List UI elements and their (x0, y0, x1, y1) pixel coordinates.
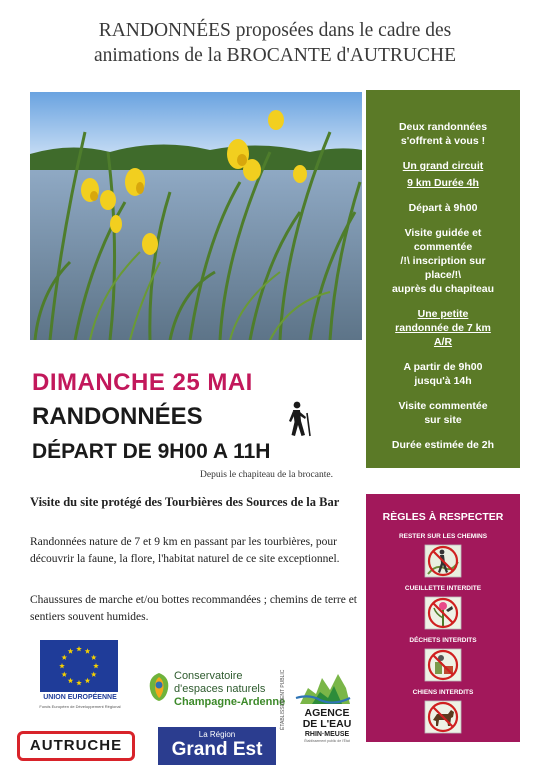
rule-label-stay-on-paths: RESTER SUR LES CHEMINS (398, 533, 488, 540)
departure-time: DÉPART DE 9H00 A 11H (32, 440, 271, 463)
hike-description: Randonnées nature de 7 et 9 km en passant par les tourbières, pour découvrir la faune, la flore, l'habitat naturel de ce site exceptionnel. (30, 536, 340, 565)
picking-forbidden-icon (424, 596, 462, 630)
agence-map-icon (290, 668, 354, 708)
agence-name: AGENCE DE L'EAU RHIN·MEUSE Établissement public de l'État (302, 707, 352, 743)
site-visit-heading: Visite du site protégé des Tourbières des Sources de la Bar (30, 495, 340, 509)
event-date: DIMANCHE 25 MAI (32, 369, 253, 396)
intro-text: Deux randonnées s'offrent à vous ! (398, 121, 488, 147)
dog-forbidden-icon (424, 700, 462, 734)
iris-lake-photo (30, 92, 362, 340)
departure-place: Depuis le chapiteau de la brocante. (200, 470, 333, 480)
walker-forbidden-icon (424, 544, 462, 578)
rule-label-no-picking: CUEILLETTE INTERDITE (404, 585, 482, 592)
litter-forbidden-icon (424, 648, 462, 682)
guided-visit-info: Visite guidée et commentée /!\ inscription sur place/!\ auprès du chapiteau (391, 227, 495, 295)
eu-fund-label: Fonds Européen de Développement Régional (39, 704, 121, 709)
petite-randonnee-hours: A partir de 9h00 jusqu'à 14h (403, 361, 483, 387)
autruche-town-sign: AUTRUCHE (17, 731, 135, 761)
conservatoire-logo-icon (146, 671, 172, 703)
rule-label-no-dogs: CHIENS INTERDITS (412, 689, 474, 696)
agence-side-text (276, 664, 286, 734)
agence-side-label: ÉTABLISSEMENT PUBLIC (280, 669, 286, 730)
poster-title (0, 18, 550, 68)
rules-panel (366, 494, 520, 742)
petite-randonnee-heading: Une petite randonnée de 7 km A/R (395, 308, 491, 348)
footwear-advice: Chaussures de marche et/ou bottes recommandées ; chemins de terre et sentiers souvent humides. (30, 594, 357, 623)
hikes-info-panel (366, 90, 520, 468)
grand-circuit-distance: 9 km Durée 4h (407, 177, 479, 189)
hiker-icon (286, 401, 312, 437)
eu-flag-logo (40, 640, 118, 692)
conservatoire-name: Conservatoire d'espaces naturels Champagne-Ardenne (174, 670, 286, 708)
grand-circuit-heading: Un grand circuit (402, 160, 484, 172)
event-heading: RANDONNÉES (32, 403, 203, 430)
grand-circuit-depart: Départ à 9h00 (408, 202, 478, 214)
rules-title: RÈGLES À RESPECTER (382, 511, 504, 523)
rule-label-no-litter: DÉCHETS INTERDITS (409, 637, 477, 644)
title-line-2: animations de la BROCANTE d'AUTRUCHE (93, 45, 457, 66)
eu-label: UNION EUROPÉENNE (43, 694, 117, 701)
title-line-1: RANDONNÉES proposées dans le cadre des (98, 20, 452, 41)
region-grand-est-logo: La Région Grand Est (158, 727, 276, 765)
site-visit-info: Visite commentée sur site (398, 400, 488, 426)
duration-info: Durée estimée de 2h (391, 439, 495, 451)
